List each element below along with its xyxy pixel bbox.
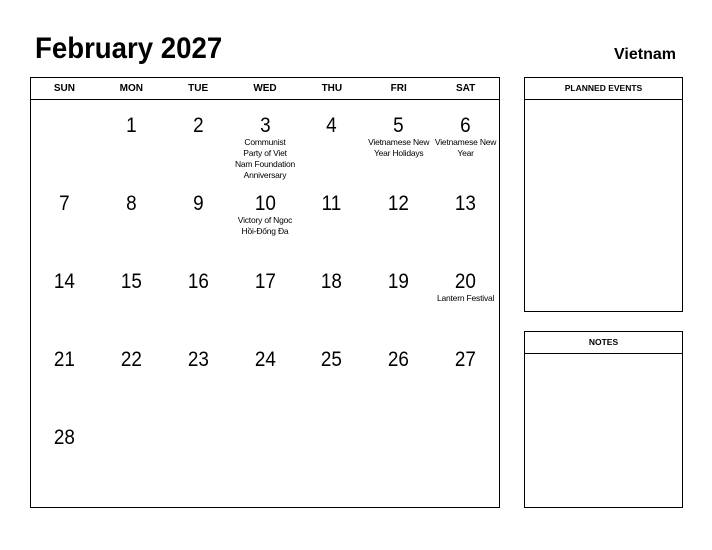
weekday-label: MON xyxy=(119,83,143,94)
day-cell xyxy=(298,411,365,489)
day-number: 14 xyxy=(53,270,75,293)
weekday-label: THU xyxy=(321,83,343,94)
day-cell xyxy=(31,333,98,411)
holiday-label: Communist Party of Viet Nam Foundation Anniversary xyxy=(234,137,296,180)
day-cell xyxy=(298,177,365,255)
day-number: 15 xyxy=(120,270,142,293)
day-cell xyxy=(432,177,499,255)
day-number: 9 xyxy=(192,192,204,215)
day-number: 18 xyxy=(321,270,343,293)
calendar-grid xyxy=(30,77,500,508)
planned-events-panel xyxy=(524,77,683,312)
day-number: 1 xyxy=(126,114,137,137)
day-number: 22 xyxy=(120,348,142,371)
day-cell xyxy=(31,411,98,489)
day-cell xyxy=(98,177,165,255)
day-number: 11 xyxy=(322,192,342,215)
day-cell xyxy=(165,255,232,333)
day-cell xyxy=(98,333,165,411)
day-cell xyxy=(365,411,432,489)
calendar-week xyxy=(31,411,499,489)
calendar-week xyxy=(31,177,499,255)
day-number: 21 xyxy=(53,348,75,371)
day-cell xyxy=(232,411,299,489)
day-number: 28 xyxy=(53,426,75,449)
day-number: 26 xyxy=(388,348,410,371)
day-number: 24 xyxy=(254,348,276,371)
day-number: 2 xyxy=(192,114,204,137)
day-number: 27 xyxy=(455,348,477,371)
day-number: 7 xyxy=(59,192,70,215)
weekday-label: SUN xyxy=(53,83,75,94)
day-number: 16 xyxy=(187,270,209,293)
weekday-label: FRI xyxy=(390,83,407,94)
page-title: February 2027 xyxy=(35,32,223,65)
notes-panel xyxy=(524,331,683,508)
holiday-label: Vietnamese New Year Holidays xyxy=(368,137,430,158)
day-cell xyxy=(298,99,365,177)
day-cell xyxy=(365,255,432,333)
country-label: Vietnam xyxy=(614,46,676,63)
day-cell xyxy=(98,255,165,333)
day-cell xyxy=(432,255,499,333)
day-cell xyxy=(165,99,232,177)
holiday-label: Lantern Festival xyxy=(436,293,495,303)
day-cell xyxy=(31,255,98,333)
day-cell xyxy=(98,99,165,177)
day-number: 17 xyxy=(254,270,276,293)
day-number: 3 xyxy=(259,114,271,137)
weekday-label: TUE xyxy=(188,83,209,94)
day-number: 25 xyxy=(321,348,343,371)
day-cell xyxy=(298,255,365,333)
day-number: 12 xyxy=(388,192,410,215)
day-cell xyxy=(365,99,432,177)
day-cell xyxy=(365,177,432,255)
day-cell xyxy=(165,177,232,255)
planned-events-title: PLANNED EVENTS xyxy=(525,78,682,100)
holiday-label: Victory of Ngoc Hồi-Đống Đa xyxy=(237,215,293,236)
notes-title: NOTES xyxy=(525,332,682,354)
day-cell xyxy=(232,99,299,180)
day-cell xyxy=(165,333,232,411)
day-number: 20 xyxy=(455,270,477,293)
day-cell xyxy=(232,177,299,255)
day-cell xyxy=(298,333,365,411)
day-number: 19 xyxy=(388,270,410,293)
day-cell xyxy=(432,411,499,489)
day-number: 13 xyxy=(455,192,477,215)
day-cell xyxy=(432,99,499,177)
day-number: 5 xyxy=(393,114,404,137)
day-cell xyxy=(31,177,98,255)
day-number: 23 xyxy=(187,348,209,371)
day-cell xyxy=(232,255,299,333)
calendar-week xyxy=(31,333,499,411)
day-cell xyxy=(365,333,432,411)
calendar-weeks xyxy=(31,99,499,489)
day-cell xyxy=(31,99,98,177)
day-cell xyxy=(232,333,299,411)
day-number: 8 xyxy=(126,192,137,215)
day-cell xyxy=(165,411,232,489)
calendar-week xyxy=(31,255,499,333)
calendar-week xyxy=(31,99,499,180)
day-cell xyxy=(432,333,499,411)
weekday-label: WED xyxy=(253,83,277,94)
holiday-label: Vietnamese New Year xyxy=(434,137,497,158)
weekday-label: SAT xyxy=(455,83,476,94)
day-number: 6 xyxy=(460,114,471,137)
day-number: 10 xyxy=(254,192,276,215)
weekday-header-row xyxy=(31,78,499,100)
day-cell xyxy=(98,411,165,489)
day-number: 4 xyxy=(326,114,338,137)
